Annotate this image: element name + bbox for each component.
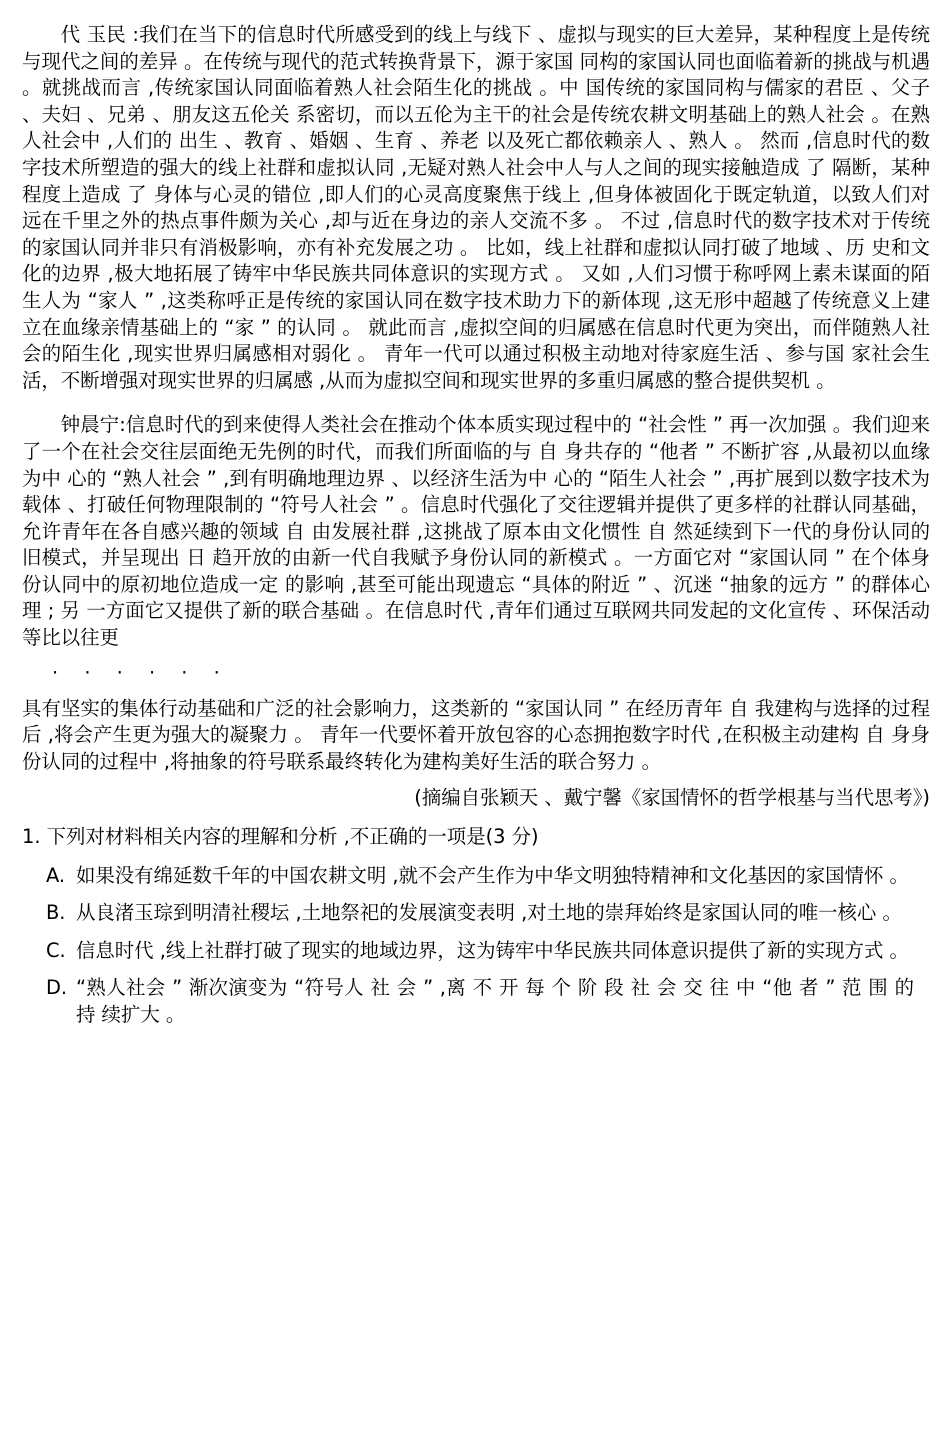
option-letter: C. [46, 938, 66, 962]
option-letter: B. [46, 901, 66, 925]
option-c [22, 938, 930, 965]
option-letter: D. [46, 976, 68, 1000]
passage-paragraph-3: 具有坚实的集体行动基础和广泛的社会影响力，这类新的 “家国认同 ” 在经历青年 自 我建构与选择的过程后 ,将会产生更为强大的凝聚力 。 青年一代要怀着开放包容的心态拥抱数字时代 ,在积极主动建构 自 身身份认同的过程中 ,将抽象的符号联系最终转化为建构美好生活的联合努力 。 [22, 696, 930, 773]
question-options [22, 863, 930, 1029]
option-d [22, 975, 930, 1028]
option-b [22, 900, 930, 927]
option-text: 从良渚玉琮到明清社稷坛 ,土地祭祀的发展演变表明 ,对土地的崇拜始终是家国认同的唯一核心 。 [76, 901, 902, 925]
passage-source-citation: (摘编自张颖天 、戴宁馨《家国情怀的哲学根基与当代思考》) [414, 786, 930, 810]
option-text: 信息时代 ,线上社群打破了现实的地域边界，这为铸牢中华民族共同体意识提供了新的实现方式 。 [76, 938, 909, 962]
option-text: 如果没有绵延数千年的中国农耕文明 ,就不会产生作为中华文明独特精神和文化基因的家国情怀 。 [76, 863, 909, 887]
passage-paragraph-2: 钟晨宁:信息时代的到来使得人类社会在推动个体本质实现过程中的 “社会性 ” 再一次加强 。我们迎来了一个在社会交往层面绝无先例的时代，而我们所面临的与 自 身共存的 “他者 ” 不断扩容 ,从最初以血缘为中 心的 “熟人社会 ” ,到有明确地理边界 、以经济生活为中 心的 “陌生人社会 ” ,再扩展到以数字技术为载体 、打破任何物理限制的 “符号人社会 ” 。信息时代强化了交往逻辑并提供了更多样的社群认同基础，允许青年在各自感兴趣的领域 自 由发展社群 ,这挑战了原本由文化惯性 自 然延续到下一代的身份认同的旧模式，并呈现出 日 趋开放的由新一代自我赋予身份认同的新模式 。一方面它对 “家国认同 ” 在个体身份认同中的原初地位造成一定 的影响 ,甚至可能出现遗忘 “具体的附近 ” 、沉迷 “抽象的远方 ” 的群体心理 ; 另 一方面它又提供了新的联合基础 。在信息时代 ,青年们通过互联网共同发起的文化宣传 、环保活动等比以往更 [22, 413, 930, 650]
option-a [22, 863, 930, 890]
document-page [22, 22, 930, 1040]
passage-paragraph-1: 代 玉民 :我们在当下的信息时代所感受到的线上与线下 、虚拟与现实的巨大差异，某种程度上是传统与现代之间的差异 。在传统与现代的范式转换背景下，源于家国 同构的家国认同也面临着新的挑战与机遇 。就挑战而言 ,传统家国认同面临着熟人社会陌生化的挑战 。中 国传统的家国同构与儒家的君臣 、父子 、夫妇 、兄弟 、朋友这五伦关 系密切，而以五伦为主干的社会是传统农耕文明基础上的熟人社会 。在熟人社会中 ,人们的 出生 、教育 、婚姻 、生育 、养老 以及死亡都依赖亲人 、熟人 。 然而 ,信息时代的数字技术所塑造的强大的线上社群和虚拟认同 ,无疑对熟人社会中人与人之间的现实接触造成 了 隔断，某种程度上造成 了 身体与心灵的错位 ,即人们的心灵高度聚焦于线上 ,但身体被固化于既定轨道，以致人们对远在千里之外的热点事件颇为关心 ,却与近在身边的亲人交流不多 。 不过 ,信息时代的数字技术对于传统的家国认同并非只有消极影响，亦有补充发展之功 。 比如，线上社群和虚拟认同打破了地域 、历 史和文化的边界 ,极大地拓展了铸牢中华民族共同体意识的实现方式 。 又如 ,人们习惯于称呼网上素未谋面的陌生人为 “家人 ” ,这类称呼正是传统的家国认同在数字技术助力下的新体现 ,这无形中超越了传统意义上建立在血缘亲情基础上的 “家 ” 的认同 。 就此而言 ,虚拟空间的归属感在信息时代更为突出，而伴随熟人社会的陌生化 ,现实世界归属感相对弱化 。 青年一代可以通过积极主动地对待家庭生活 、参与国 家社会生活，不断增强对现实世界的归属感 ,从而为虚拟空间和现实世界的多重归属感的整合提供契机 。 [22, 23, 930, 392]
question-stem: 1. 下列对材料相关内容的理解和分析 ,不正确的一项是(3 分) [22, 825, 539, 849]
option-letter: A. [46, 863, 66, 887]
passage-ellipsis: · · · · · · [52, 660, 230, 684]
option-text: “熟人社会 ” 渐次演变为 “符号人 社 会 ” ,离 不 开 每 个 阶 段 社 会 交 往 中 “他 者 ” 范 围 的 持 续扩大 。 [76, 976, 914, 1026]
